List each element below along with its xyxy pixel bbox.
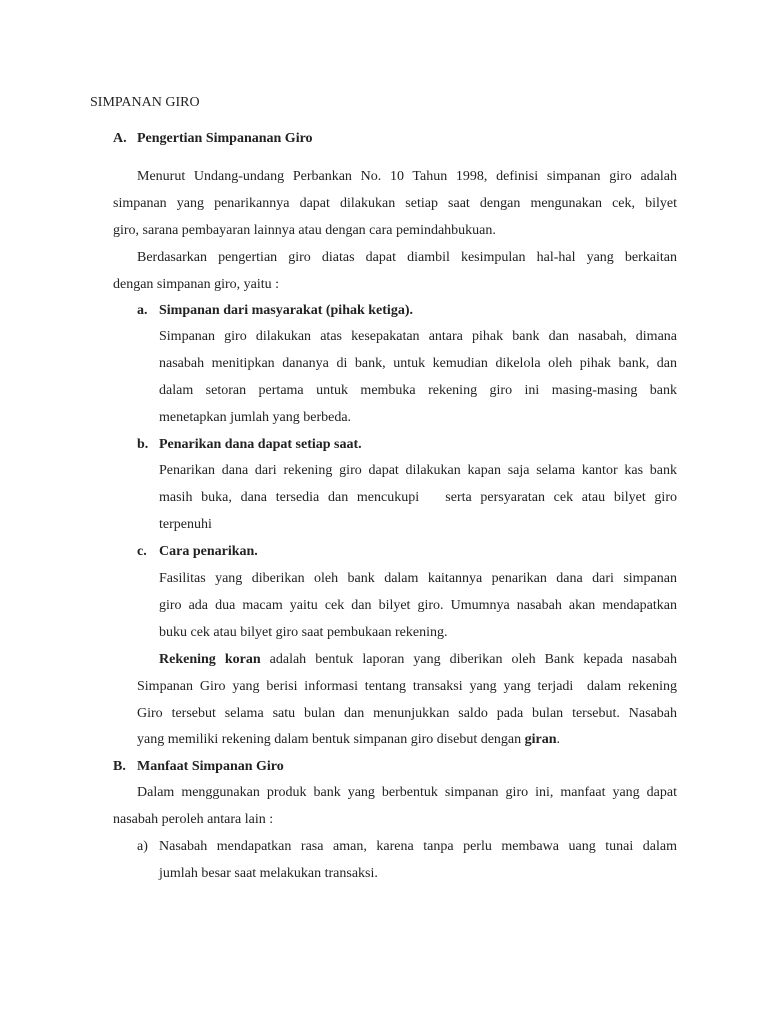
list-item-marker: a.: [137, 303, 148, 318]
list-item-marker: a): [137, 839, 148, 854]
section-a-marker: A.: [113, 131, 127, 146]
section-b-para-line: nasabah peroleh antara lain :: [113, 812, 274, 827]
koran-line4-post: .: [556, 732, 561, 747]
list-item-line: dalam setoran pertama untuk membuka rekening giro ini masing-masing bank: [159, 383, 677, 398]
section-b-marker: B.: [113, 759, 126, 774]
section-a-heading: Pengertian Simpananan Giro: [137, 131, 313, 146]
list-item-marker: b.: [137, 437, 149, 452]
section-a-para1-line: giro, sarana pembayaran lainnya atau dengan cara pemindahbukuan.: [113, 223, 496, 238]
section-a-para1-line: Menurut Undang-undang Perbankan No. 10 Tahun 1998, definisi simpanan giro adalah: [137, 169, 677, 184]
list-item-line: masih buka, dana tersedia dan mencukupi serta persyaratan cek atau bilyet giro: [159, 490, 677, 505]
list-item-title: Cara penarikan.: [159, 544, 258, 559]
koran-line: Giro tersebut selama satu bulan dan menunjukkan saldo pada bulan tersebut. Nasabah: [137, 706, 677, 721]
section-a-para1-line: simpanan yang penarikannya dapat dilakukan setiap saat dengan mengunakan cek, bilyet: [113, 196, 677, 211]
koran-line4-pre: yang memiliki rekening dalam bentuk simpanan giro disebut dengan: [137, 732, 525, 747]
koran-line1-rest: adalah bentuk laporan yang diberikan oleh Bank kepada nasabah: [260, 652, 677, 667]
list-item-line: Nasabah mendapatkan rasa aman, karena tanpa perlu membawa uang tunai dalam: [159, 839, 677, 854]
list-item-title: Simpanan dari masyarakat (pihak ketiga).: [159, 303, 413, 318]
list-item-line: jumlah besar saat melakukan transaksi.: [159, 866, 378, 881]
list-item-line: nasabah menitipkan dananya di bank, untuk kemudian dikelola oleh pihak bank, dan: [159, 356, 677, 371]
section-b-heading: Manfaat Simpanan Giro: [137, 759, 284, 774]
section-b-para-line: Dalam menggunakan produk bank yang berbentuk simpanan giro ini, manfaat yang dapat: [137, 785, 677, 800]
koran-line: Simpanan Giro yang berisi informasi tentang transaksi yang yang terjadi dalam rekening: [137, 679, 677, 694]
koran-line: [137, 731, 560, 749]
section-a-para2-line: Berdasarkan pengertian giro diatas dapat diambil kesimpulan hal-hal yang berkaitan: [137, 250, 677, 265]
list-item-line: buku cek atau bilyet giro saat pembukaan rekening.: [159, 625, 448, 640]
list-item-line: Penarikan dana dari rekening giro dapat dilakukan kapan saja selama kantor kas bank: [159, 463, 677, 478]
giran-term: giran: [524, 732, 557, 747]
list-item-line: menetapkan jumlah yang berbeda.: [159, 410, 352, 425]
list-item-marker: c.: [137, 544, 147, 559]
list-item-line: Simpanan giro dilakukan atas kesepakatan antara pihak bank dan nasabah, dimana: [159, 329, 677, 344]
list-item-title: Penarikan dana dapat setiap saat.: [159, 437, 362, 452]
list-item-line: Fasilitas yang diberikan oleh bank dalam kaitannya penarikan dana dari simpanan: [159, 571, 677, 586]
list-item-line: terpenuhi: [159, 517, 212, 532]
koran-line: [159, 651, 677, 669]
doc-title: SIMPANAN GIRO: [90, 95, 200, 110]
section-a-para2-line: dengan simpanan giro, yaitu :: [113, 277, 280, 292]
list-item-line: giro ada dua macam yaitu cek dan bilyet giro. Umumnya nasabah akan mendapatkan: [159, 598, 677, 613]
koran-term: Rekening koran: [159, 652, 261, 667]
